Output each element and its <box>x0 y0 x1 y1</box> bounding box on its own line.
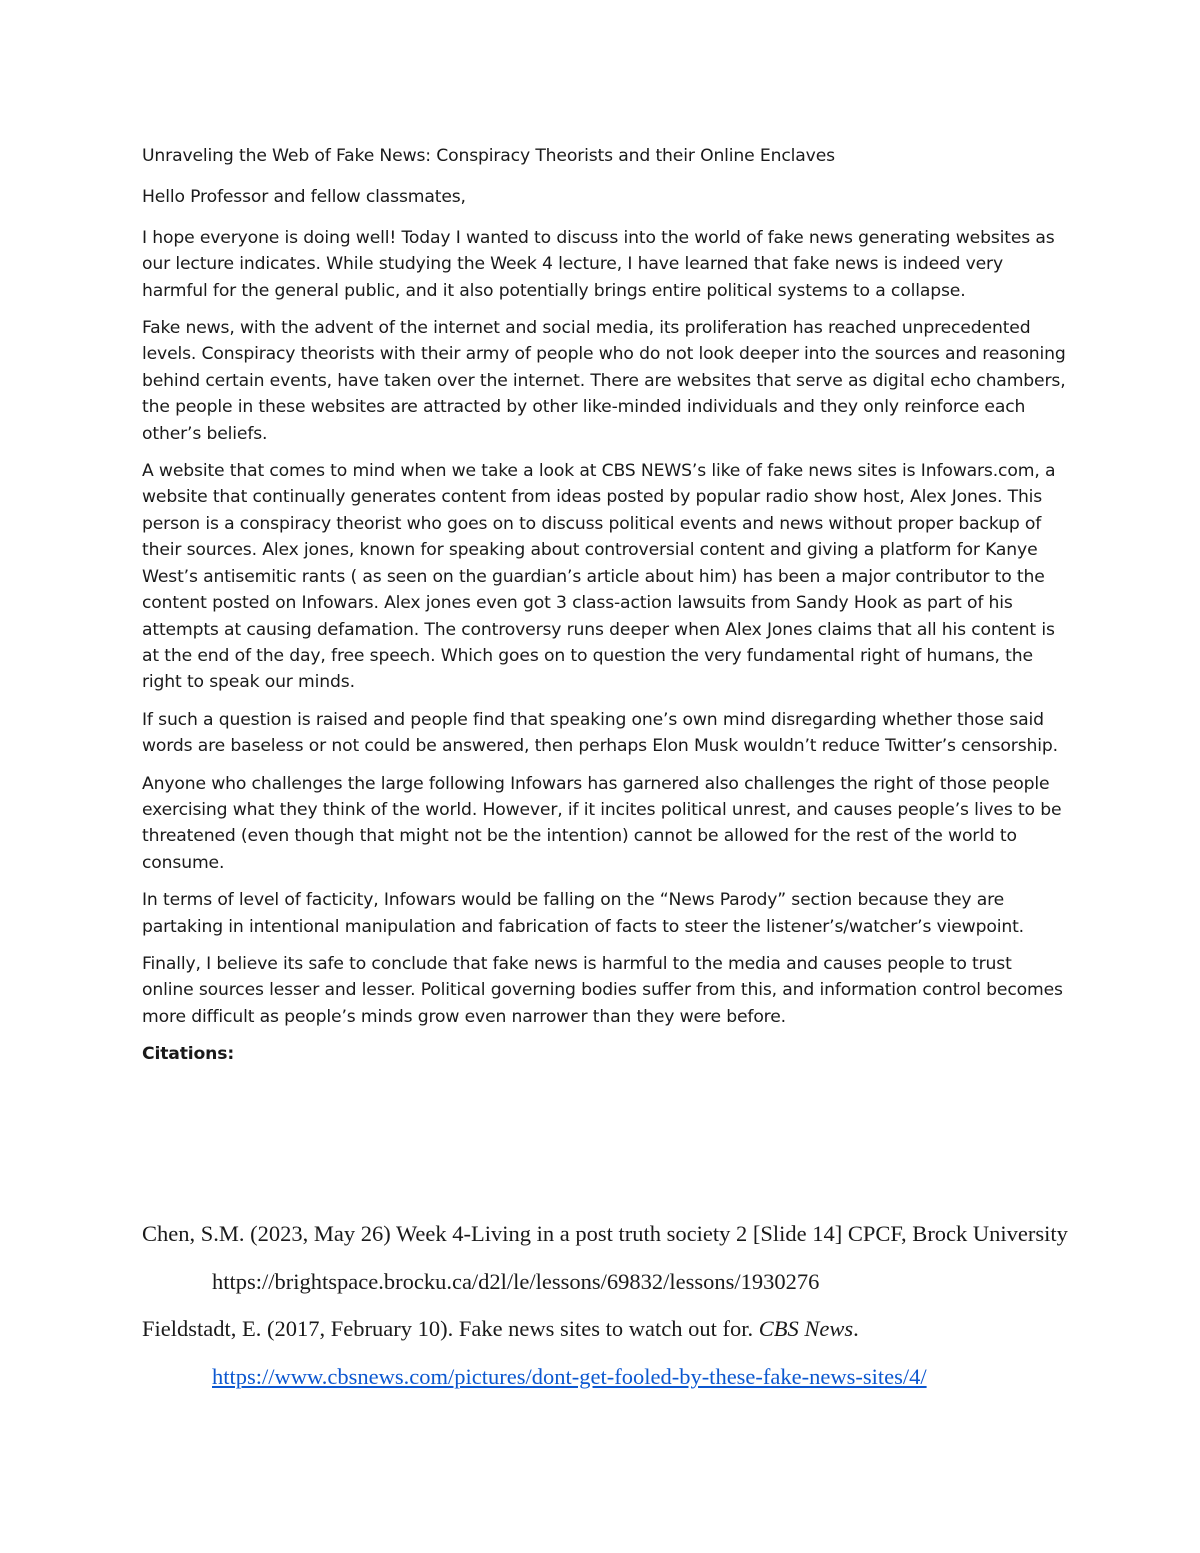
citation-fieldstadt <box>142 1305 1102 1400</box>
citation-journal: CBS News <box>758 1316 854 1341</box>
citation-link[interactable]: https://www.cbsnews.com/pictures/dont-get-fooled-by-these-fake-news-sites/4/ <box>212 1363 927 1389</box>
paragraph-facticity: In terms of level of facticity, Infowars would be falling on the “News Parody” section because they are partaking in intentional manipulation and fabrication of facts to steer the listener’s/watcher’s viewpoint. <box>142 890 1024 937</box>
citations-list <box>142 1210 1102 1400</box>
paragraph-fake-news: Fake news, with the advent of the internet and social media, its proliferation has reached unprecedented levels. Conspiracy theorists with their army of people who do not look deeper into the sources and reasoning behind certain events, have taken over the internet. There are websites that serve as digital echo chambers, the people in these websites are attracted by other like-minded individuals and they only reinforce each other’s beliefs. <box>142 318 1066 444</box>
document-title: Unraveling the Web of Fake News: Conspiracy Theorists and their Online Enclaves <box>142 146 835 166</box>
citation-fieldstadt-text: Fieldstadt, E. (2017, February 10). Fake news sites to watch out for. <box>142 1316 759 1341</box>
paragraph-free-speech: If such a question is raised and people find that speaking one’s own mind disregarding whether those said words are baseless or not could be answered, then perhaps Elon Musk wouldn’t reduce Twitter’s censorship. <box>142 709 1058 757</box>
document-body <box>142 143 1067 1068</box>
citation-chen: Chen, S.M. (2023, May 26) Week 4-Living in a post truth society 2 [Slide 14] CPCF, Brock University https://brightspace.brocku.ca/d2l/le/lessons/69832/lessons/1930276 <box>142 1221 1068 1294</box>
greeting: Hello Professor and fellow classmates, <box>142 187 466 208</box>
paragraph-conclusion: Finally, I believe its safe to conclude that fake news is harmful to the media and causes people to trust online sources lesser and lesser. Political governing bodies suffer from this, and information control becomes more difficult as people’s minds grow even narrower than they were before. <box>142 953 1063 1027</box>
paragraph-challenges: Anyone who challenges the large following Infowars has garnered also challenges the right of those people exercising what they think of the world. However, if it incites political unrest, and causes people’s lives to be threatened (even though that might not be the intention) cannot be allowed for the rest of the world to consume. <box>142 773 1062 873</box>
citations-heading: Citations: <box>142 1044 235 1065</box>
paragraph-intro: I hope everyone is doing well! Today I wanted to discuss into the world of fake news generating websites as our lecture indicates. While studying the Week 4 lecture, I have learned that fake news is indeed very harmful for the general public, and it also potentially brings entire political systems to a collapse. <box>142 227 1055 301</box>
citation-separator: . <box>853 1316 859 1341</box>
paragraph-infowars: A website that comes to mind when we take a look at CBS NEWS’s like of fake news sites is Infowars.com, a website that continually generates content from ideas posted by popular radio show host, Alex Jones. This person is a conspiracy theorist who goes on to discuss political events and news without proper backup of their sources. Alex jones, known for speaking about controversial content and giving a platform for Kanye West’s antisemitic rants ( as seen on the guardian’s article about him) has been a major contributor to the content posted on Infowars. Alex jones even got 3 class-action lawsuits from Sandy Hook as part of his attempts at causing defamation. The controversy runs deeper when Alex Jones claims that all his content is at the end of the day, free speech. Which goes on to question the very fundamental right of humans, the right to speak our minds. <box>142 461 1056 693</box>
